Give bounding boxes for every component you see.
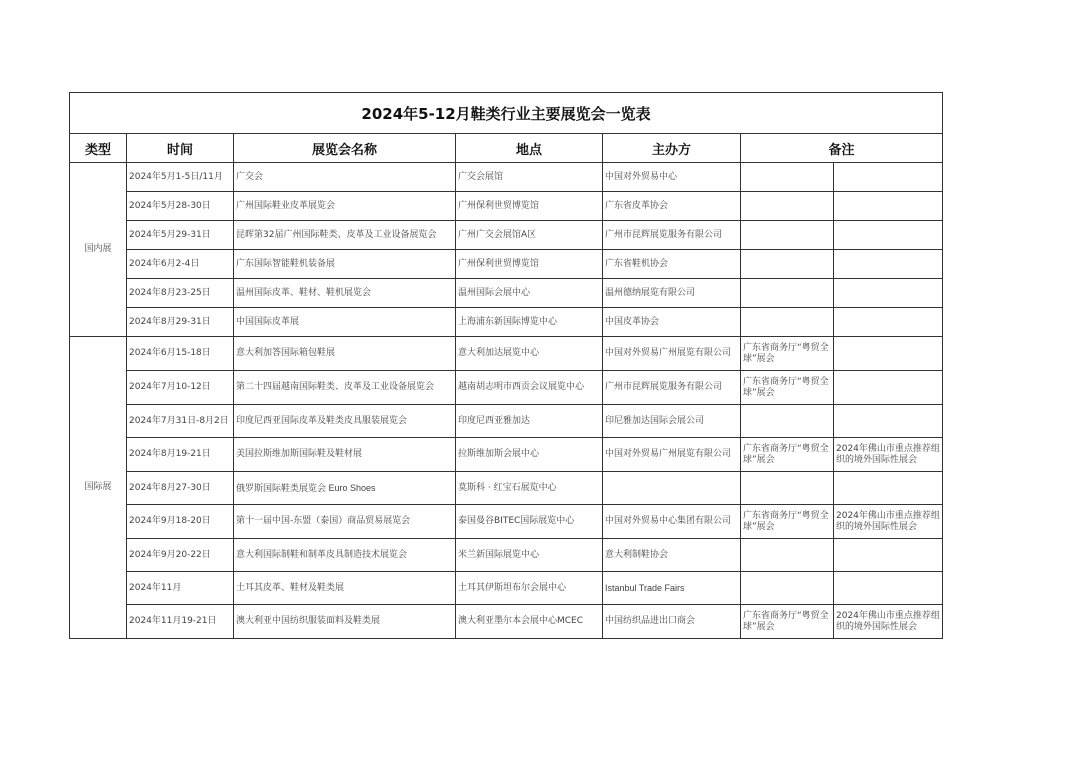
cell-time: 2024年7月31日-8月2日 xyxy=(127,405,234,438)
table-row xyxy=(70,371,943,405)
header-organizer: 主办方 xyxy=(603,134,741,163)
table-row xyxy=(70,308,943,337)
cell-note2 xyxy=(834,405,943,438)
cell-note1: 广东省商务厅“粤贸全球”展会 xyxy=(741,505,834,539)
exhibition-table xyxy=(69,92,943,639)
table-row xyxy=(70,221,943,250)
table-row xyxy=(70,605,943,639)
table-row xyxy=(70,192,943,221)
cell-note1: 广东省商务厅“粤贸全球”展会 xyxy=(741,438,834,472)
cell-note2 xyxy=(834,221,943,250)
cell-venue: 印度尼西亚雅加达 xyxy=(456,405,603,438)
category-domestic: 国内展 xyxy=(70,163,127,337)
cell-note2 xyxy=(834,472,943,505)
cell-note1 xyxy=(741,163,834,192)
cell-note2 xyxy=(834,371,943,405)
cell-note1 xyxy=(741,250,834,279)
cell-note1 xyxy=(741,405,834,438)
category-international: 国际展 xyxy=(70,337,127,639)
table-row xyxy=(70,539,943,572)
cell-name: 俄罗斯国际鞋类展览会 Euro Shoes xyxy=(234,472,456,505)
cell-name: 土耳其皮革、鞋材及鞋类展 xyxy=(234,572,456,605)
cell-time: 2024年5月28-30日 xyxy=(127,192,234,221)
cell-venue: 泰国曼谷BITEC国际展览中心 xyxy=(456,505,603,539)
cell-note1 xyxy=(741,308,834,337)
table-row xyxy=(70,337,943,371)
cell-time: 2024年8月19-21日 xyxy=(127,438,234,472)
cell-time: 2024年5月1-5日/11月 xyxy=(127,163,234,192)
cell-venue: 广州广交会展馆A区 xyxy=(456,221,603,250)
cell-note1: 广东省商务厅“粤贸全球”展会 xyxy=(741,337,834,371)
cell-note2 xyxy=(834,279,943,308)
cell-organizer xyxy=(603,472,741,505)
cell-venue: 越南胡志明市西贡会议展览中心 xyxy=(456,371,603,405)
cell-time: 2024年8月23-25日 xyxy=(127,279,234,308)
cell-note1: 广东省商务厅“粤贸全球”展会 xyxy=(741,371,834,405)
cell-organizer: 温州德纳展览有限公司 xyxy=(603,279,741,308)
cell-note1 xyxy=(741,279,834,308)
cell-name: 美国拉斯维加斯国际鞋及鞋材展 xyxy=(234,438,456,472)
cell-organizer: 意大利制鞋协会 xyxy=(603,539,741,572)
table-row xyxy=(70,405,943,438)
cell-organizer: 广东省鞋机协会 xyxy=(603,250,741,279)
table-title: 2024年5-12月鞋类行业主要展览会一览表 xyxy=(70,93,943,134)
cell-venue: 莫斯科 · 红宝石展览中心 xyxy=(456,472,603,505)
cell-venue: 上海浦东新国际博览中心 xyxy=(456,308,603,337)
cell-venue: 意大利加达展览中心 xyxy=(456,337,603,371)
cell-name: 意大利加答国际箱包鞋展 xyxy=(234,337,456,371)
cell-time: 2024年11月 xyxy=(127,572,234,605)
cell-name: 意大利国际制鞋和制革皮具制造技术展览会 xyxy=(234,539,456,572)
cell-name: 澳大利亚中国纺织服装面料及鞋类展 xyxy=(234,605,456,639)
cell-note2 xyxy=(834,539,943,572)
cell-organizer: 中国对外贸易中心集团有限公司 xyxy=(603,505,741,539)
cell-note2: 2024年佛山市重点推荐组织的境外国际性展会 xyxy=(834,438,943,472)
cell-note2 xyxy=(834,572,943,605)
cell-name: 第二十四届越南国际鞋类、皮革及工业设备展览会 xyxy=(234,371,456,405)
cell-name: 第十一届中国-东盟（泰国）商品贸易展览会 xyxy=(234,505,456,539)
header-time: 时间 xyxy=(127,134,234,163)
cell-time: 2024年6月15-18日 xyxy=(127,337,234,371)
cell-time: 2024年8月29-31日 xyxy=(127,308,234,337)
cell-name: 印度尼西亚国际皮革及鞋类皮具服装展览会 xyxy=(234,405,456,438)
cell-time: 2024年8月27-30日 xyxy=(127,472,234,505)
cell-time: 2024年6月2-4日 xyxy=(127,250,234,279)
cell-venue: 澳大利亚墨尔本会展中心MCEC xyxy=(456,605,603,639)
header-type: 类型 xyxy=(70,134,127,163)
cell-venue: 广州保利世贸博览馆 xyxy=(456,192,603,221)
cell-name: 广州国际鞋业皮革展览会 xyxy=(234,192,456,221)
cell-note2 xyxy=(834,337,943,371)
cell-organizer: 中国纺织品进出口商会 xyxy=(603,605,741,639)
cell-note2 xyxy=(834,250,943,279)
cell-organizer: 中国对外贸易广州展览有限公司 xyxy=(603,438,741,472)
cell-note2: 2024年佛山市重点推荐组织的境外国际性展会 xyxy=(834,505,943,539)
header-row xyxy=(70,134,943,163)
cell-note1 xyxy=(741,539,834,572)
cell-organizer: Istanbul Trade Fairs xyxy=(603,572,741,605)
cell-venue: 拉斯维加斯会展中心 xyxy=(456,438,603,472)
cell-note2: 2024年佛山市重点推荐组织的境外国际性展会 xyxy=(834,605,943,639)
cell-time: 2024年7月10-12日 xyxy=(127,371,234,405)
cell-time: 2024年9月18-20日 xyxy=(127,505,234,539)
cell-organizer: 广州市昆辉展览服务有限公司 xyxy=(603,221,741,250)
cell-venue: 广交会展馆 xyxy=(456,163,603,192)
cell-organizer: 中国对外贸易中心 xyxy=(603,163,741,192)
table-row xyxy=(70,572,943,605)
cell-name: 中国国际皮革展 xyxy=(234,308,456,337)
header-remarks: 备注 xyxy=(741,134,943,163)
cell-note1 xyxy=(741,192,834,221)
cell-time: 2024年11月19-21日 xyxy=(127,605,234,639)
header-name: 展览会名称 xyxy=(234,134,456,163)
cell-organizer: 中国对外贸易广州展览有限公司 xyxy=(603,337,741,371)
cell-note2 xyxy=(834,163,943,192)
cell-venue: 土耳其伊斯坦布尔会展中心 xyxy=(456,572,603,605)
table-row xyxy=(70,279,943,308)
cell-time: 2024年9月20-22日 xyxy=(127,539,234,572)
cell-name: 广东国际智能鞋机装备展 xyxy=(234,250,456,279)
cell-venue: 温州国际会展中心 xyxy=(456,279,603,308)
cell-organizer: 中国皮革协会 xyxy=(603,308,741,337)
cell-name: 昆晖第32届广州国际鞋类、皮革及工业设备展览会 xyxy=(234,221,456,250)
table-row xyxy=(70,250,943,279)
cell-name: 广交会 xyxy=(234,163,456,192)
cell-venue: 广州保利世贸博览馆 xyxy=(456,250,603,279)
cell-note2 xyxy=(834,308,943,337)
cell-name: 温州国际皮革、鞋材、鞋机展览会 xyxy=(234,279,456,308)
cell-organizer: 广东省皮革协会 xyxy=(603,192,741,221)
cell-time: 2024年5月29-31日 xyxy=(127,221,234,250)
table-row xyxy=(70,472,943,505)
table-row xyxy=(70,505,943,539)
cell-note1 xyxy=(741,472,834,505)
table-row xyxy=(70,438,943,472)
table-row xyxy=(70,163,943,192)
cell-organizer: 印尼雅加达国际会展公司 xyxy=(603,405,741,438)
cell-note1: 广东省商务厅“粤贸全球”展会 xyxy=(741,605,834,639)
cell-organizer: 广州市昆辉展览服务有限公司 xyxy=(603,371,741,405)
cell-venue: 米兰新国际展览中心 xyxy=(456,539,603,572)
cell-note1 xyxy=(741,572,834,605)
cell-note2 xyxy=(834,192,943,221)
header-venue: 地点 xyxy=(456,134,603,163)
cell-note1 xyxy=(741,221,834,250)
